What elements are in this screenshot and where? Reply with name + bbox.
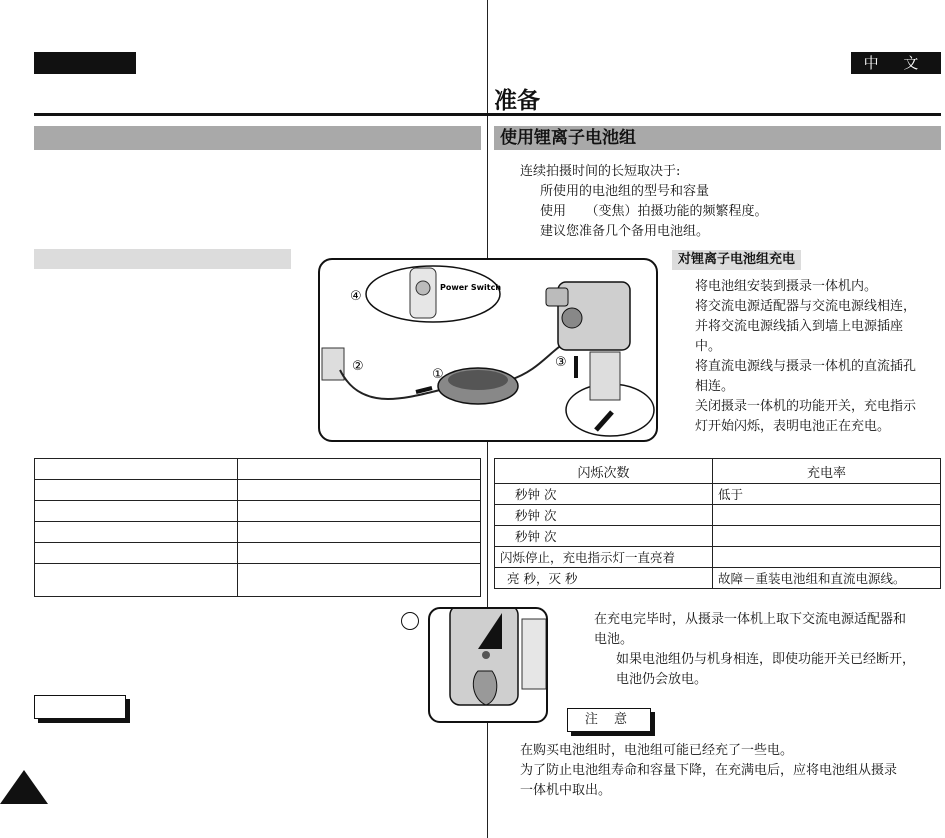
header-rule xyxy=(34,113,941,116)
column-header: 闪烁次数 xyxy=(495,459,713,484)
charging-step: 将直流电源线与摄录一体机的直流插孔 xyxy=(695,359,917,374)
table-cell: 秒钟 次 xyxy=(495,526,713,547)
note-box-left xyxy=(34,695,126,719)
after-charge-line: 如果电池组仍与机身相连，即使功能开关已经断开， xyxy=(616,652,916,667)
intro-line: 建议您准备几个备用电池组。 xyxy=(540,224,710,239)
page-title: 准备 xyxy=(494,88,540,114)
table-header-row xyxy=(495,459,941,484)
charging-illustration xyxy=(318,258,658,442)
table-row xyxy=(35,459,481,480)
ac-cord xyxy=(340,370,440,399)
table-row xyxy=(495,568,941,589)
after-charge-line: 在充电完毕时，从摄录一体机上取下交流电源适配器和 xyxy=(594,612,907,627)
table-row xyxy=(35,543,481,564)
adapter-top xyxy=(448,370,508,390)
note-line: 为了防止电池组寿命和容量下降，在充满电后，应将电池组从摄录 xyxy=(520,763,898,778)
after-charge-line: 电池仍会放电。 xyxy=(616,672,708,687)
table-row xyxy=(495,484,941,505)
note-line: 在购买电池组时，电池组可能已经充了一些电。 xyxy=(520,743,794,758)
table-cell: 故障－重装电池组和直流电源线。 xyxy=(713,568,941,589)
circle-marker xyxy=(401,612,419,630)
charging-subtitle: 对锂离子电池组充电 xyxy=(672,250,801,270)
after-charge-line: 电池。 xyxy=(594,632,634,647)
left-subsection-header xyxy=(34,249,291,269)
charging-step: 将交流电源适配器与交流电源线相连， xyxy=(695,299,917,314)
power-dial-icon xyxy=(416,281,430,295)
step-marker-1: ① xyxy=(432,367,444,382)
left-section-header xyxy=(34,126,481,150)
table-row xyxy=(35,522,481,543)
charging-diagram-svg xyxy=(320,260,656,440)
table-row xyxy=(35,501,481,522)
step-marker-2: ② xyxy=(352,359,364,374)
step-marker-3: ③ xyxy=(555,355,567,370)
table-row xyxy=(495,505,941,526)
camcorder-lens-icon xyxy=(562,308,582,328)
step-marker-4: ④ xyxy=(350,289,362,304)
language-badge-left xyxy=(34,52,136,74)
power-switch-label: Power Switch xyxy=(440,283,502,292)
page-corner-triangle-icon xyxy=(0,770,48,804)
note-line: 一体机中取出。 xyxy=(520,783,612,798)
table-cell: 低于 xyxy=(713,484,941,505)
unplug-diagram-svg xyxy=(430,609,546,721)
camcorder-viewfinder xyxy=(546,288,568,306)
language-badge-right: 中 文 xyxy=(851,52,941,74)
table-cell xyxy=(713,547,941,568)
indicator-lamp-icon xyxy=(482,651,490,659)
blink-table xyxy=(494,458,941,589)
section-title: 使用锂离子电池组 xyxy=(494,126,941,150)
column-header: 充电率 xyxy=(713,459,941,484)
wall-outlet-icon xyxy=(322,348,344,380)
table-row xyxy=(35,480,481,501)
table-cell: 闪烁停止，充电指示灯一直亮着 xyxy=(495,547,713,568)
charging-step: 中。 xyxy=(695,339,722,354)
table-row xyxy=(495,547,941,568)
intro-line: 所使用的电池组的型号和容量 xyxy=(540,184,710,199)
table-row xyxy=(495,526,941,547)
dc-jack-panel xyxy=(590,352,620,400)
intro-line: 连续拍摄时间的长短取决于: xyxy=(520,164,681,179)
arrow-icon xyxy=(416,388,432,392)
charging-step: 相连。 xyxy=(695,379,735,394)
table-cell xyxy=(713,505,941,526)
note-label: 注 意 xyxy=(567,708,651,732)
charging-step: 并将交流电源线插入到墙上电源插座 xyxy=(695,319,904,334)
table-cell xyxy=(713,526,941,547)
battery-edge xyxy=(522,619,546,689)
table-cell: 秒钟 次 xyxy=(495,505,713,526)
intro-line: 使用 （变焦）拍摄功能的频繁程度。 xyxy=(540,204,768,219)
charging-step: 关闭摄录一体机的功能开关，充电指示 xyxy=(695,399,917,414)
unplug-illustration xyxy=(428,607,548,723)
table-row xyxy=(35,564,481,597)
table-cell: 亮 秒，灭 秒 xyxy=(495,568,713,589)
left-table xyxy=(34,458,481,597)
charging-step: 将电池组安装到摄录一体机内。 xyxy=(695,279,878,294)
table-cell: 秒钟 次 xyxy=(495,484,713,505)
charging-step: 灯开始闪烁，表明电池正在充电。 xyxy=(695,419,891,434)
